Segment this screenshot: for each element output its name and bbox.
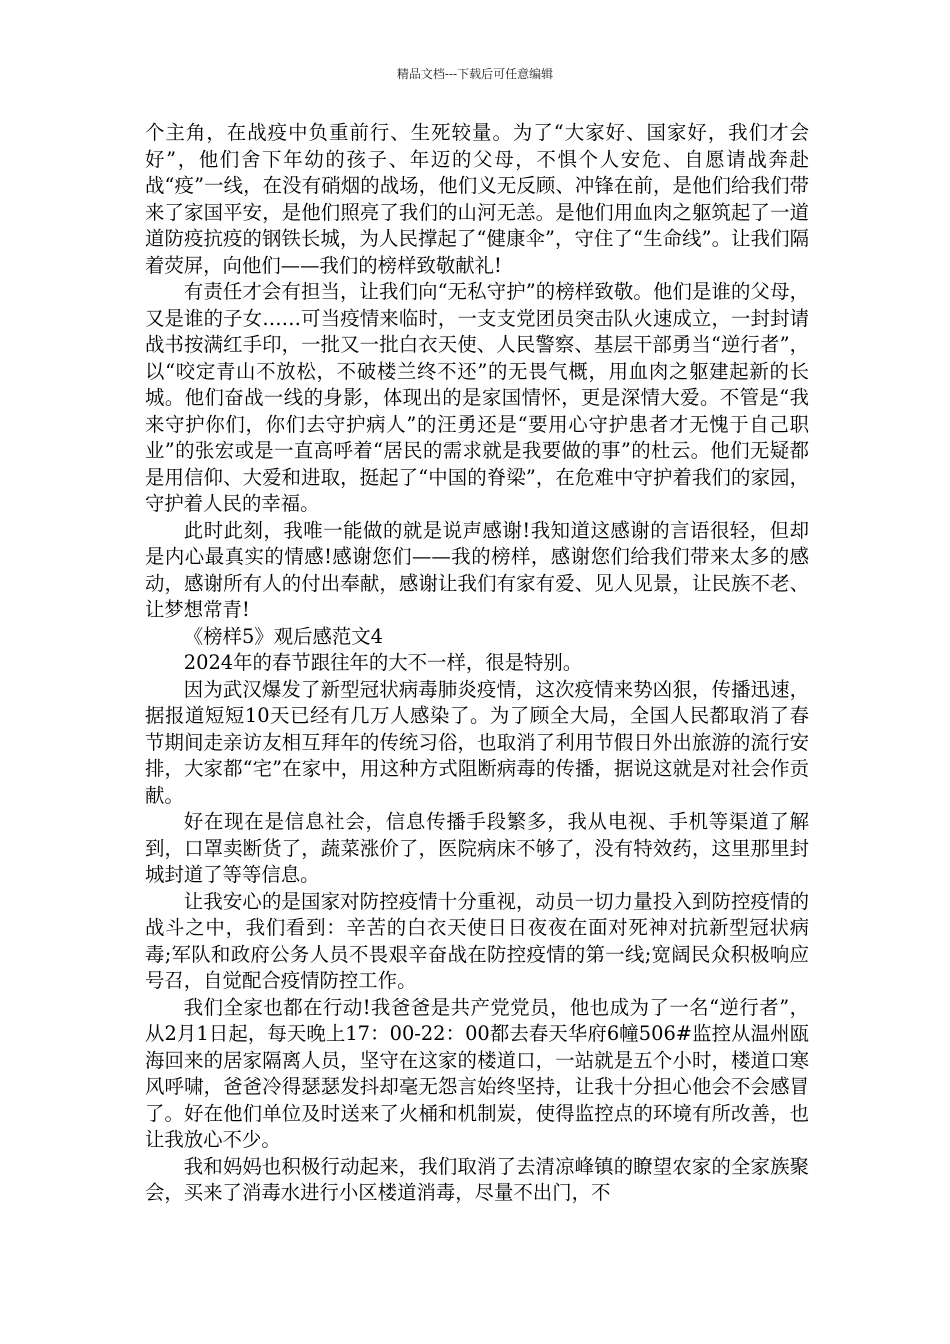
paragraph: 好在现在是信息社会，信息传播手段繁多，我从电视、手机等渠道了解到，口罩卖断货了，蔬菜涨价了，医院病床不够了，没有特效药，这里那里封城封道了等等信息。 xyxy=(145,810,809,886)
paragraph: 我和妈妈也积极行动起来，我们取消了去清凉峰镇的瞭望农家的全家族聚会，买来了消毒水进行小区楼道消毒，尽量不出门，不 xyxy=(145,1154,809,1204)
paragraph: 此时此刻，我唯一能做的就是说声感谢!我知道这感谢的言语很轻，但却是内心最真实的情感!感谢您们——我的榜样，感谢您们给我们带来太多的感动，感谢所有人的付出奉献，感谢让我们有家有爱、见人见景，让民族不老、让梦想常青! xyxy=(145,518,809,621)
page-header: 精品文档---下载后可任意编辑 xyxy=(396,67,554,81)
paragraph: 让我安心的是国家对防控疫情十分重视，动员一切力量投入到防控疫情的战斗之中，我们看到：辛苦的白衣天使日日夜夜在面对死神对抗新型冠状病毒;军队和政府公务人员不畏艰辛奋战在防控疫情的第一线;宽阔民众积极响应号召，自觉配合疫情防控工作。 xyxy=(145,889,809,992)
document-body xyxy=(145,120,809,1207)
paragraph: 因为武汉爆发了新型冠状病毒肺炎疫情，这次疫情来势凶狠，传播迅速，据报道短短10天已经有几万人感染了。为了顾全大局，全国人民都取消了春节期间走亲访友相互拜年的传统习俗，也取消了利用节假日外出旅游的流行安排，大家都“宅”在家中，用这种方式阻断病毒的传播，据说这就是对社会作贡献。 xyxy=(145,677,809,807)
paragraph: 2024年的春节跟往年的大不一样，很是特别。 xyxy=(183,651,583,674)
paragraph: 个主角，在战疫中负重前行、生死较量。为了“大家好、国家好，我们才会好”，他们舍下年幼的孩子、年迈的父母，不惧个人安危、自愿请战奔赴战“疫”一线，在没有硝烟的战场，他们义无反顾、冲锋在前，是他们给我们带来了家国平安，是他们照亮了我们的山河无恙。是他们用血肉之躯筑起了一道道防疫抗疫的钢铁长城，为人民撑起了“健康伞”，守住了“生命线”。让我们隔着荧屏，向他们——我们的榜样致敬献礼! xyxy=(145,121,809,277)
paragraph: 有责任才会有担当，让我们向“无私守护”的榜样致敬。他们是谁的父母，又是谁的子女……可当疫情来临时，一支支党团员突击队火速成立，一封封请战书按满红手印，一批又一批白衣天使、人民警察、基层干部勇当“逆行者”，以“咬定青山不放松，不破楼兰终不还”的无畏气概，用血肉之躯建起新的长城。他们奋战一线的身影，体现出的是家国情怀，更是深情大爱。不管是“我来守护你们，你们去守护病人”的汪勇还是“要用心守护患者才无愧于自己职业”的张宏或是一直高呼着“居民的需求就是我要做的事”的杜云。他们无疑都是用信仰、大爱和进取，挺起了“中国的脊梁”，在危难中守护着我们的家园，守护着人民的幸福。 xyxy=(145,280,809,515)
paragraph: 我们全家也都在行动!我爸爸是共产党党员，他也成为了一名“逆行者”，从2月1日起，每天晚上17：00-22：00都去春天华府6幢506#监控从温州瓯海回来的居家隔离人员，坚守在这家的楼道口，一站就是五个小时，楼道口寒风呼啸，爸爸冷得瑟瑟发抖却毫无怨言始终坚持，让我十分担心他会不会感冒了。好在他们单位及时送来了火桶和机制炭，使得监控点的环境有所改善，也让我放心不少。 xyxy=(145,995,809,1151)
section-title: 《榜样5》观后感范文4 xyxy=(183,624,383,648)
